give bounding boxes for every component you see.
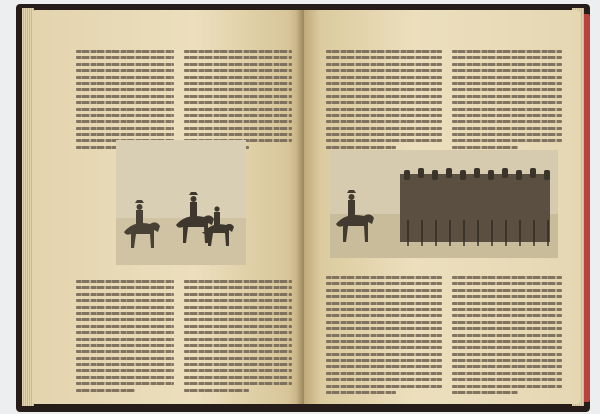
- engraving-officers-on-horseback: [116, 140, 246, 265]
- text-line: [452, 95, 562, 98]
- right-page-number: [404, 21, 444, 31]
- text-line: [326, 56, 442, 59]
- text-line: [326, 289, 442, 292]
- text-line: [326, 334, 442, 337]
- text-line: [184, 299, 292, 302]
- text-line: [452, 359, 562, 362]
- text-line: [76, 133, 174, 136]
- text-line: [452, 346, 562, 349]
- text-line: [76, 350, 174, 353]
- text-line: [184, 120, 292, 123]
- text-line: [326, 365, 442, 368]
- text-line: [326, 146, 396, 149]
- text-line: [326, 302, 442, 305]
- text-line: [452, 146, 518, 149]
- text-line: [326, 63, 442, 66]
- text-line: [184, 95, 292, 98]
- text-line: [76, 286, 174, 289]
- left-page-text-column-1-lower: [76, 280, 174, 395]
- text-line: [326, 95, 442, 98]
- text-line: [452, 353, 562, 356]
- text-line: [452, 334, 562, 337]
- text-line: [184, 338, 292, 341]
- left-page-number: [150, 21, 190, 31]
- text-line: [76, 76, 174, 79]
- text-line: [326, 353, 442, 356]
- text-line: [452, 127, 562, 130]
- text-line: [326, 101, 442, 104]
- text-line: [326, 346, 442, 349]
- text-line: [452, 308, 562, 311]
- text-line: [184, 108, 292, 111]
- left-page-text-column-2: [184, 50, 292, 152]
- text-line: [326, 133, 442, 136]
- text-line: [76, 82, 174, 85]
- text-line: [76, 357, 174, 360]
- text-line: [452, 276, 562, 279]
- text-line: [184, 101, 292, 104]
- text-line: [452, 88, 562, 91]
- text-line: [326, 88, 442, 91]
- text-line: [452, 133, 562, 136]
- text-line: [184, 306, 292, 309]
- text-line: [184, 318, 292, 321]
- text-line: [184, 280, 292, 283]
- text-line: [326, 69, 442, 72]
- text-line: [76, 293, 174, 296]
- text-line: [184, 357, 292, 360]
- text-line: [76, 325, 174, 328]
- text-line: [452, 56, 562, 59]
- text-line: [326, 391, 396, 394]
- text-line: [184, 56, 292, 59]
- text-line: [326, 321, 442, 324]
- text-line: [326, 276, 442, 279]
- engraving-cavalry-review: [330, 150, 558, 258]
- text-line: [76, 127, 174, 130]
- text-line: [184, 325, 292, 328]
- left-page-text-column-2-lower: [184, 280, 292, 395]
- text-line: [326, 327, 442, 330]
- text-line: [452, 314, 562, 317]
- text-line: [326, 314, 442, 317]
- text-line: [452, 120, 562, 123]
- engraving-officers-on-horseback-illustration: [116, 140, 246, 265]
- right-page-text-column-2-lower: [452, 276, 562, 397]
- text-line: [184, 293, 292, 296]
- text-line: [76, 382, 174, 385]
- text-line: [452, 139, 562, 142]
- text-line: [326, 114, 442, 117]
- text-line: [452, 114, 562, 117]
- text-line: [326, 127, 442, 130]
- text-line: [326, 282, 442, 285]
- text-line: [326, 295, 442, 298]
- text-line: [76, 306, 174, 309]
- text-line: [452, 295, 562, 298]
- text-line: [184, 389, 249, 392]
- text-line: [452, 385, 562, 388]
- text-line: [76, 108, 174, 111]
- left-page: [32, 10, 304, 404]
- text-line: [184, 286, 292, 289]
- text-line: [184, 76, 292, 79]
- text-line: [76, 363, 174, 366]
- text-line: [326, 108, 442, 111]
- text-line: [452, 302, 562, 305]
- text-line: [326, 385, 442, 388]
- text-line: [76, 50, 174, 53]
- text-line: [76, 63, 174, 66]
- text-line: [76, 69, 174, 72]
- text-line: [452, 63, 562, 66]
- text-line: [76, 299, 174, 302]
- text-line: [452, 82, 562, 85]
- text-line: [76, 338, 174, 341]
- text-line: [452, 340, 562, 343]
- text-line: [184, 369, 292, 372]
- text-line: [184, 376, 292, 379]
- text-line: [452, 76, 562, 79]
- text-line: [76, 88, 174, 91]
- text-line: [184, 331, 292, 334]
- text-line: [326, 139, 442, 142]
- text-line: [76, 312, 174, 315]
- right-page-text-column-2: [452, 50, 562, 152]
- text-line: [76, 101, 174, 104]
- text-line: [184, 88, 292, 91]
- text-line: [76, 114, 174, 117]
- text-line: [452, 282, 562, 285]
- text-line: [184, 114, 292, 117]
- text-line: [452, 108, 562, 111]
- engraving-cavalry-review-illustration: [330, 150, 558, 258]
- text-line: [452, 69, 562, 72]
- text-line: [452, 365, 562, 368]
- cover-red-edge: [583, 14, 590, 402]
- text-line: [326, 340, 442, 343]
- text-line: [184, 363, 292, 366]
- text-line: [326, 372, 442, 375]
- text-line: [326, 378, 442, 381]
- right-page-text-column-1: [326, 50, 442, 152]
- text-line: [452, 321, 562, 324]
- text-line: [76, 280, 174, 283]
- text-line: [326, 76, 442, 79]
- text-line: [326, 120, 442, 123]
- text-line: [452, 391, 518, 394]
- text-line: [452, 289, 562, 292]
- text-line: [76, 331, 174, 334]
- text-line: [184, 344, 292, 347]
- right-page: [304, 10, 580, 404]
- text-line: [452, 50, 562, 53]
- text-line: [76, 56, 174, 59]
- text-line: [452, 372, 562, 375]
- right-page-text-column-1-lower: [326, 276, 442, 397]
- text-line: [76, 376, 174, 379]
- text-line: [76, 318, 174, 321]
- text-line: [184, 350, 292, 353]
- text-line: [184, 127, 292, 130]
- text-line: [76, 120, 174, 123]
- text-line: [184, 312, 292, 315]
- text-line: [184, 382, 292, 385]
- text-line: [326, 82, 442, 85]
- text-line: [184, 63, 292, 66]
- text-line: [452, 101, 562, 104]
- text-line: [452, 327, 562, 330]
- text-line: [76, 95, 174, 98]
- text-line: [76, 389, 135, 392]
- text-line: [76, 344, 174, 347]
- text-line: [184, 50, 292, 53]
- text-line: [326, 359, 442, 362]
- text-line: [452, 378, 562, 381]
- text-line: [326, 50, 442, 53]
- text-line: [326, 308, 442, 311]
- text-line: [76, 369, 174, 372]
- text-line: [184, 82, 292, 85]
- text-line: [184, 133, 292, 136]
- text-line: [184, 69, 292, 72]
- left-page-text-column-1: [76, 50, 174, 152]
